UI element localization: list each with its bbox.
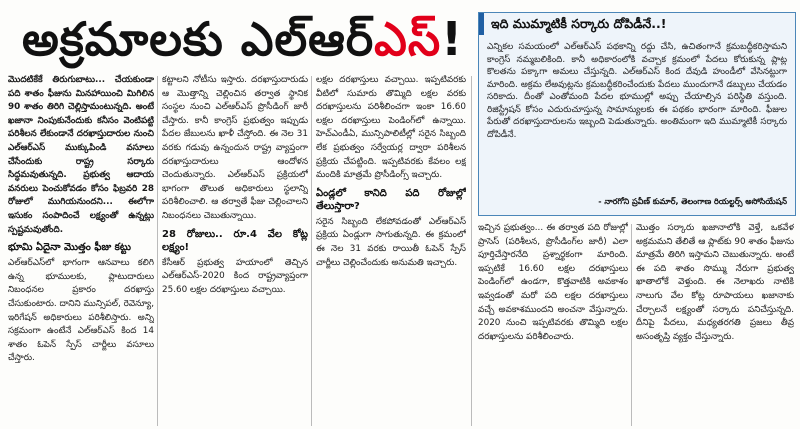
article-column-4 <box>478 222 628 426</box>
article-column-2 <box>162 74 308 426</box>
quote-box-accent-bar <box>478 13 484 35</box>
column-2-para-2: కేసీఆర్ ప్రభుత్వ హయాంలో తెచ్చిన ఎల్‌ఆర్‌ఎస్-2020 కింద రాష్ట్రవ్యాప్తంగా 25.60 లక్షల దరఖాస్తులు వచ్చాయి. <box>162 257 308 295</box>
article-column-5 <box>636 222 794 426</box>
column-1-subheading: భూమి ఏదైనా మొత్తం ఫీజు కట్టు <box>8 242 132 254</box>
article-column-1 <box>8 74 154 426</box>
column-divider <box>311 76 312 426</box>
column-1-para-2: ఎల్‌ఆర్‌ఎస్‌లో భాగంగా ఆనవాలు కలిగి ఉన్న భూములకు, ప్లాటుదారులు నిబంధనల ప్రకారం దరఖాస్తు చేసుకుంటారు. దానిని మున్సిపల్, రెవెన్యూ, ఇరిగేషన్ అధికారులు పరిశీలిస్తారు. అన్ని సక్రమంగా ఉంటేనే ఎల్‌ఆర్‌ఎస్ కింద 14 శాతం ఓపెన్ స్పేస్ చార్జీలు వసూలు చేస్తారు. <box>8 258 154 364</box>
headline-exclamation: ! <box>441 12 464 66</box>
headline <box>22 8 472 70</box>
column-divider <box>471 76 472 426</box>
quote-box-body: ఎన్నికల సమయంలో ఎల్‌ఆర్‌ఎస్ పథకాన్ని రద్దు చేసి, ఉచితంగానే క్రమబద్ధీకరిస్తామని కాంగ్రెస్ నమ్మబలికింది. కానీ అధికారంలోకి వచ్చాక క్రమంలో పేదలు కోరుకున్న ప్లాట్ల కొలతను పక్కాగా అమలు చేస్తున్నది. ఎల్‌ఆర్‌ఎస్ కింద దేవుడి హుండీలో వేసినట్టుగా మారింది. అక్రమ లేఅవుట్లను క్రమబద్ధీకరించేందుకు పేదలు ముందుగానే డబ్బులు చేయడం సరికాదు. దీంతో ఎంతోమంది పేదల భూముల్లో అప్పు చేయాల్సిన పరిస్థితి వస్తుంది. రిజిస్ట్రేషన్ కోసం ఎదురుచూస్తున్న సామాన్యులకు ఈ పథకం భారంగా మారింది. ఫీజుల పేరుతో దరఖాస్తుదారులను ఇబ్బంది పెడుతున్నారు. అంతిమంగా ఇది ముమ్మాటికీ సర్కారు దోపిడీనే. <box>487 42 787 140</box>
quote-box-title: ఇది ముమ్మాటికీ సర్కారు దోపిడీనే..! <box>491 16 667 31</box>
column-5-para-1: మొత్తం సర్కారు ఖజానాలోకి వెళ్తే, ఒకవేళ అక్రమమని తేలితే ఆ ప్లాట్‌కు 90 శాతం ఫీజును మాత్రమే తిరిగి ఇస్తామని చెబుతున్నారు. అంటే ఈ పది శాతం సొమ్ము నేరుగా ప్రభుత్వ ఖాతాలోకే వెళ్తుంది. ఈ నెలాఖరు నాటికి నాలుగు వేల కోట్ల రూపాయలు ఖజానాకు చేర్చాలనే లక్ష్యంతో సర్కారు పనిచేస్తున్నది. దీనిపై పేదలు, మధ్యతరగతి ప్రజలు తీవ్ర అసంతృప్తి వ్యక్తం చేస్తున్నారు. <box>636 223 794 342</box>
quote-box <box>478 12 796 216</box>
column-1-para-1: మొదటికేకే తిరుగుబాటు... చేయకుండా పది శాతం ఫీజును మినహాయించి మిగిలిన 90 శాతం తిరిగి చెల్లిస్తామంటున్నది. అంటే ఖజానా నింపుకునేందుకు కనీసం వెంటిపట్టి పరిశీలన లేకుండానే దరఖాస్తుదారుల నుంచి ఎల్‌ఆర్‌ఎస్ ముక్కుపిండి వసూలు చేసేందుకు రాష్ట్ర సర్కారు సిద్ధమవుతున్నది. ప్రభుత్వ ఆదాయ వనరులు పెంచుకోవడం కోసం ఫిబ్రవరి 28 రోజులో ముగియనుందని... ఈలోగా ఇసుకం సంపాదించే లక్ష్యంతో ఉన్నట్లు స్పష్టమవుతోంది. <box>8 75 154 235</box>
headline-text-red: ఎస్ <box>374 12 442 66</box>
column-3-para-2: సరైన సిబ్బంది లేకపోవడంతో ఎల్‌ఆర్‌ఎస్ ప్రక్రియ ఏండ్లుగా సాగుతున్నది. ఈ క్రమంలో ఈ నెల 31 వరకు రాయితీ ఓపెన్ స్పేస్ చార్జీలు చెల్లించేందుకు అనుమతి ఇచ్చారు. <box>316 216 466 268</box>
headline-text-black: అక్రమాలకు ఎల్‌ఆర్‌ <box>22 12 375 66</box>
column-3-para-1: లక్షల దరఖాస్తులు వచ్చాయి. ఇప్పటివరకు వీటిలో సుమారు తొమ్మిది లక్షల వరకు దరఖాస్తులను పరిశీలించగా ఇంకా 16.60 లక్షల దరఖాస్తులు పెండింగ్‌లో ఉన్నాయి. హెచ్‌ఎండీఏ, మున్సిపాలిటీల్లో సరైన సిబ్బంది లేక ప్రభుత్వం సర్వేయర్ల ద్వారా పరిశీలన ప్రక్రియ చేపట్టింది. ఇప్పటివరకు కేవలం లక్ష మందికి మాత్రమే ప్రొసీడింగ్స్ ఇచ్చారు. <box>316 75 466 181</box>
column-2-para-1: కట్టాలని నోటీసు ఇస్తారు. దరఖాస్తుదారుడు ఆ మొత్తాన్ని చెల్లించిన తర్వాత స్థానిక సంస్థల నుంచి ఎల్‌ఆర్‌ఎస్ ప్రొసీడింగ్ జారీ చేస్తారు. కానీ కాంగ్రెస్ ప్రభుత్వం ఇప్పుడు పేదల జేబులను ఖాళీ చేస్తోంది. ఈ నెల 31 వరకు గడువు ఉన్నందున రాష్ట్ర వ్యాప్తంగా దరఖాస్తుదారులు ఆందోళన చెందుతున్నారు. ఎల్‌ఆర్‌ఎస్ ప్రక్రియలో భాగంగా తొలుత అధికారులు స్థలాన్ని పరిశీలించాలి. ఆ తర్వాతే ఫీజు చెల్లించాలని నిబంధనలు చెబుతున్నాయి. <box>162 75 308 221</box>
quote-box-byline: - నారగోని ప్రవీణ్ కుమార్, తెలంగాణ రియల్టర్స్ అసోసియేషన్ <box>598 197 787 206</box>
column-3-subheading: ఏండ్లలో కానిది పది రోజుల్లో తేలుస్తారా? <box>316 187 466 212</box>
column-4-para-1: ఇచ్చిన ప్రభుత్వం... ఈ తర్వాత పది రోజుల్లో ప్రాసెస్ (పరిశీలన, ప్రొసీడింగ్‌ల జారీ) ఎలా పూర్తిచేస్తారనేది ప్రశ్నార్థకంగా మారింది. ఇప్పటికే 16.60 లక్షల దరఖాస్తులు పెండింగ్‌లో ఉండగా, కొత్తవాటికి అవకాశం ఇవ్వడంతో మరో పది లక్షల దరఖాస్తులు వచ్చే అవకాశముందని అంచనా వేస్తున్నారు. 2020 నుంచి ఇప్పటివరకు తొమ్మిది లక్షల దరఖాస్తులను పరిశీలించారు. <box>478 223 628 342</box>
column-2-subheading: 28 రోజులు.. రూ.4 వేల కోట్ల లక్ష్యం! <box>162 228 308 253</box>
article-column-3 <box>316 74 466 426</box>
column-divider <box>157 76 158 426</box>
column-divider <box>631 224 632 426</box>
